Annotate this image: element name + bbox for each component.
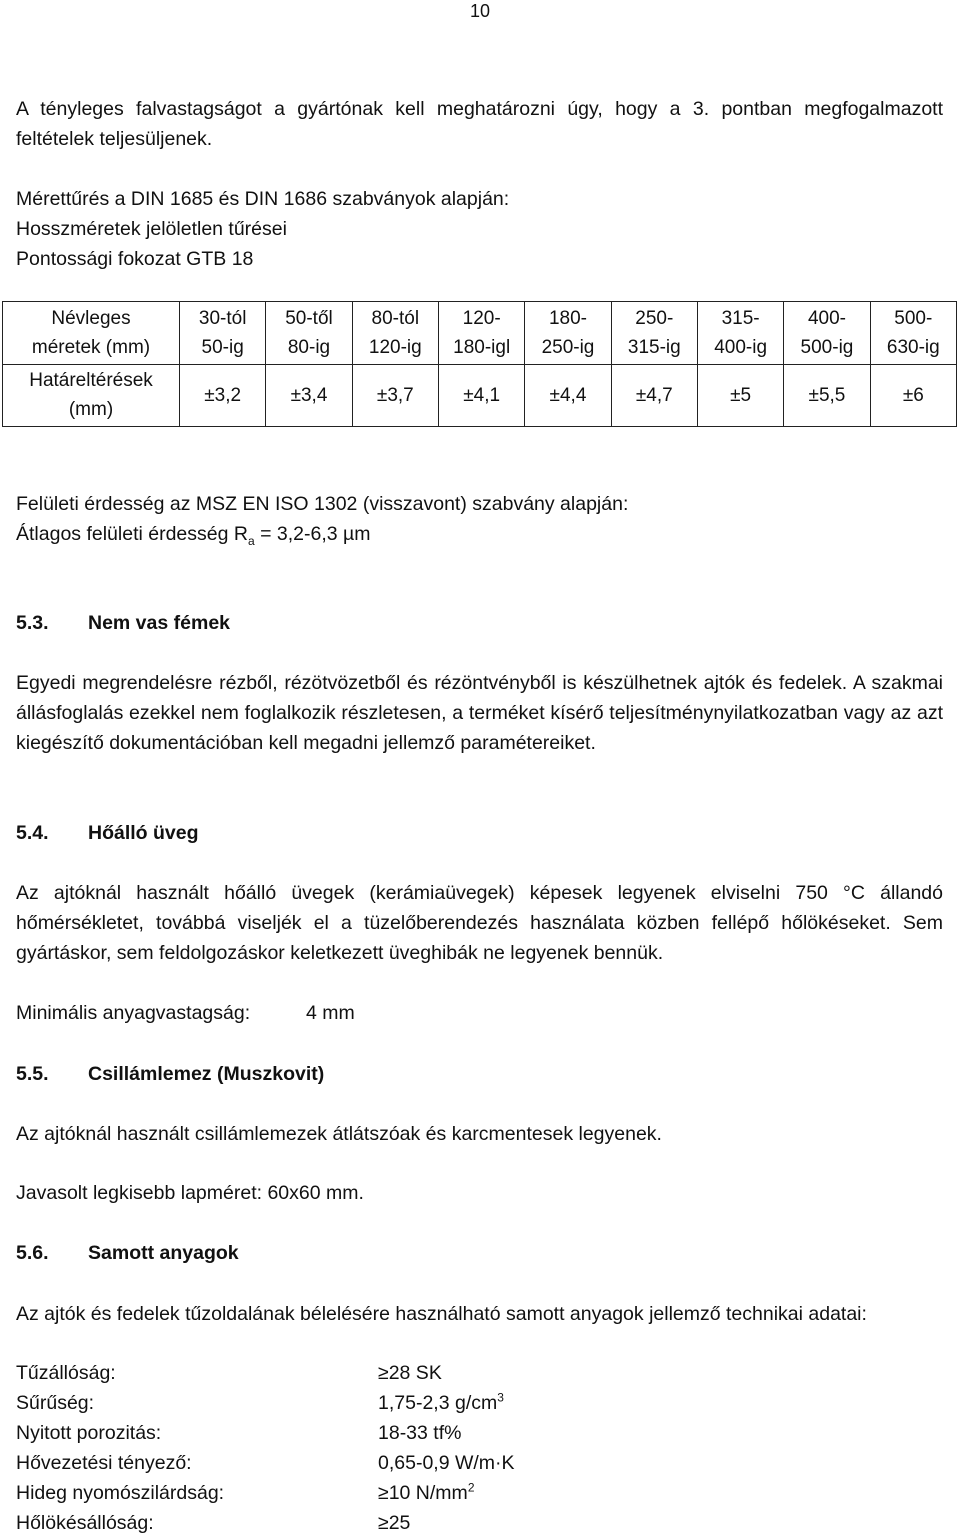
range-cell: 180- 250-ig bbox=[525, 302, 611, 365]
nominal-sizes-header: Névleges méretek (mm) bbox=[3, 302, 180, 365]
deviation-cell: ±3,7 bbox=[352, 364, 438, 427]
spec-row: Hővezetési tényező: 0,65-0,9 W/m·K bbox=[16, 1452, 515, 1474]
range-cell: 30-tól 50-ig bbox=[180, 302, 266, 365]
range-cell: 50-től 80-ig bbox=[266, 302, 352, 365]
tolerance-subject-line: Hosszméretek jelöletlen tűrései bbox=[16, 218, 287, 240]
range-cell: 500- 630-ig bbox=[870, 302, 956, 365]
range-cell: 315- 400-ig bbox=[697, 302, 783, 365]
roughness-value-line: Átlagos felületi érdesség $R_a = 3,2-6,3$ µm bbox=[16, 523, 371, 548]
spec-row: Hőlökésállóság: ≥25 bbox=[16, 1512, 411, 1534]
roughness-standard-line: Felületi érdesség az MSZ EN ISO 1302 (visszavont) szabvány alapján: bbox=[16, 493, 629, 515]
deviation-cell: ±3,2 bbox=[180, 364, 266, 427]
deviation-cell: ±3,4 bbox=[266, 364, 352, 427]
range-cell: 120- 180-igl bbox=[438, 302, 524, 365]
spec-row: Hideg nyomószilárdság: ≥10 $N/mm^2$ bbox=[16, 1480, 475, 1504]
range-cell: 400- 500-ig bbox=[784, 302, 870, 365]
nominal-sizes-row bbox=[3, 302, 957, 365]
section-heading-5-6: 5.6. Samott anyagok bbox=[16, 1242, 239, 1264]
deviation-cell: ±5,5 bbox=[784, 364, 870, 427]
spec-row: Nyitott porozitás: 18-33 tf% bbox=[16, 1422, 462, 1444]
section-heading-5-3: 5.3. Nem vas fémek bbox=[16, 612, 231, 634]
section-5-3-text: Egyedi megrendelésre rézből, rézötvözetből és rézöntvényből is készülhetnek ajtók és fedelek. A szakmai állásfoglalás ezekkel nem foglalkozik részletesen, a terméket kísérő teljesítménynyilatkozatban vagy az azt kiegészítő dokumentációban kell megadni jellemző paramétereiket. bbox=[16, 672, 943, 754]
page-number: 10 bbox=[469, 1, 491, 21]
spec-row: Tűzállóság: ≥28 SK bbox=[16, 1362, 442, 1384]
range-cell: 250- 315-ig bbox=[611, 302, 697, 365]
spec-row: Sűrűség: 1,75-2,3 $g/cm^3$ bbox=[16, 1390, 504, 1414]
section-5-6-text: Az ajtók és fedelek tűzoldalának bélelésére használható samott anyagok jellemző technikai adatai: bbox=[16, 1303, 867, 1325]
section-5-4-text: Az ajtóknál használt hőálló üvegek (kerámiaüvegek) képesek legyenek elviselni 750 °C állandó hőmérsékletet, továbbá viseljék el a tüzelőberendezés használata közben fellépő hőlökéseket. Sem gyártáskor, sem feldolgozáskor keletkezett üveghibák ne legyenek bennük. bbox=[16, 882, 943, 964]
section-5-5-size: Javasolt legkisebb lapméret: 60x60 mm. bbox=[16, 1182, 364, 1204]
tolerance-source-line: Mérettűrés a DIN 1685 és DIN 1686 szabványok alapján: bbox=[16, 188, 510, 210]
deviation-cell: ±4,1 bbox=[438, 364, 524, 427]
deviation-cell: ±4,7 bbox=[611, 364, 697, 427]
range-cell: 80-tól 120-ig bbox=[352, 302, 438, 365]
accuracy-grade-line: Pontossági fokozat GTB 18 bbox=[16, 248, 254, 270]
deviations-row bbox=[3, 364, 957, 427]
section-heading-5-4: 5.4. Hőálló üveg bbox=[16, 822, 199, 844]
section-heading-5-5: 5.5. Csillámlemez (Muszkovit) bbox=[16, 1063, 325, 1085]
intro-paragraph: A tényleges falvastagságot a gyártónak kell meghatározni úgy, hogy a 3. pontban megfogalmazott feltételek teljesüljenek. bbox=[16, 98, 943, 150]
tolerance-table bbox=[2, 301, 957, 427]
deviation-cell: ±4,4 bbox=[525, 364, 611, 427]
deviation-cell: ±5 bbox=[697, 364, 783, 427]
deviation-cell: ±6 bbox=[870, 364, 956, 427]
min-thickness-line: Minimális anyagvastagság: 4 mm bbox=[16, 1002, 355, 1024]
deviations-header: Határeltérések (mm) bbox=[3, 364, 180, 427]
section-5-5-text: Az ajtóknál használt csillámlemezek átlátszóak és karcmentesek legyenek. bbox=[16, 1123, 662, 1145]
